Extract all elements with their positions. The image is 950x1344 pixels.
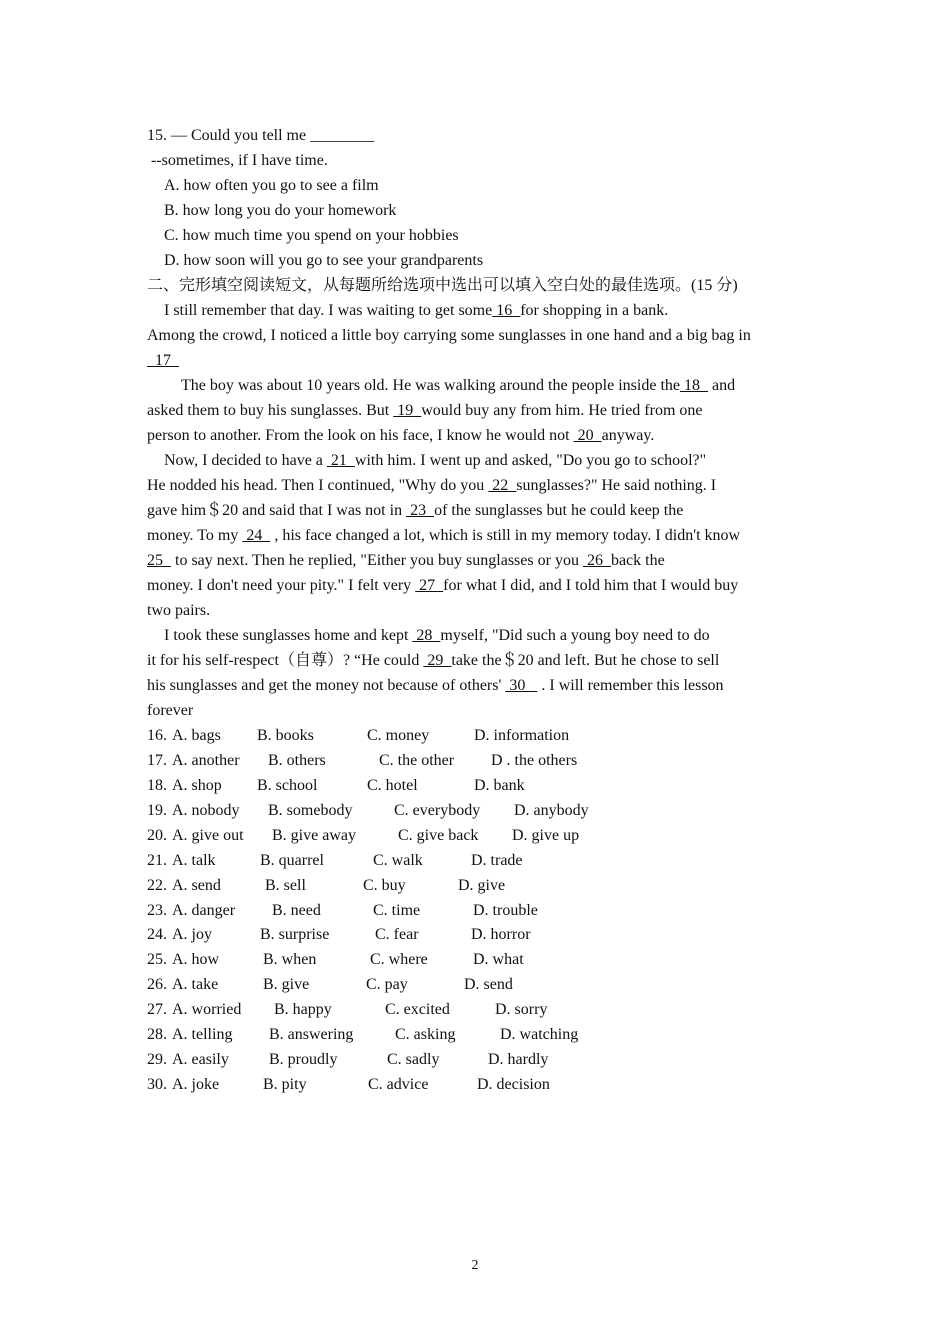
choice-option-a: A. bags <box>172 727 221 744</box>
choice-option-a: A. joy <box>172 926 212 944</box>
section-heading: 二、完形填空阅读短文，从每题所给选项中选出可以填入空白处的最佳选项。(15 分) <box>147 277 738 294</box>
choice-option-a: A. send <box>172 876 221 894</box>
choice-option-b: B. answering <box>269 1026 354 1044</box>
choice-number: 30. <box>147 1076 167 1094</box>
blank-30: 30 <box>505 677 538 694</box>
choice-option-c: C. asking <box>395 1026 456 1044</box>
choice-option-a: A. nobody <box>172 801 240 819</box>
choice-option-b: B. sell <box>265 876 306 894</box>
passage-line: The boy was about 10 years old. He was walking around the people inside the 18 and <box>181 377 736 394</box>
passage-line: He nodded his head. Then I continued, "Why do you 22 sunglasses?" He said nothing. I <box>147 477 717 494</box>
passage-line <box>147 351 179 371</box>
choice-option-b: B. others <box>268 751 326 769</box>
passage-line: his sunglasses and get the money not because of others' 30 . I will remember this lesson <box>147 677 724 694</box>
q15-option-a: A. how often you go to see a film <box>164 177 379 194</box>
choice-option-c: C. everybody <box>394 801 481 819</box>
passage-line: Now, I decided to have a 21 with him. I went up and asked, "Do you go to school?" <box>164 452 707 469</box>
choice-number: 19. <box>147 801 167 819</box>
passage-line: money. I don't need your pity." I felt very 27 for what I did, and I told him that I would buy <box>147 577 739 594</box>
choice-option-c: C. advice <box>368 1076 429 1094</box>
passage-line: I still remember that day. I was waiting to get some 16 for shopping in a bank. <box>164 302 669 319</box>
choice-option-a: A. worried <box>172 1001 242 1019</box>
choice-option-d: D. bank <box>474 776 525 794</box>
passage-line: asked them to buy his sunglasses. But 19 would buy any from him. He tried from one <box>147 402 703 419</box>
blank-27: 27 <box>415 577 444 594</box>
choice-option-b: B. happy <box>274 1001 332 1019</box>
choice-option-b: B. give away <box>272 826 356 844</box>
choice-option-c: C. time <box>373 901 421 919</box>
choice-option-c: C. pay <box>366 976 408 994</box>
choice-option-a: A. telling <box>172 1026 233 1044</box>
choice-number: 18. <box>147 776 167 794</box>
blank-16: 16 <box>492 302 521 319</box>
choice-option-b: B. proudly <box>269 1051 338 1069</box>
choice-option-c: C. fear <box>375 926 419 944</box>
choice-option-d: D. trade <box>471 851 523 869</box>
q15-option-d: D. how soon will you go to see your grandparents <box>164 252 484 269</box>
blank-23: 23 <box>406 502 435 519</box>
choice-option-a: A. danger <box>172 901 236 919</box>
choice-option-c: C. give back <box>398 826 479 844</box>
choice-number: 23. <box>147 901 167 919</box>
q15-option-b: B. how long you do your homework <box>164 202 397 219</box>
choice-option-b: B. school <box>257 776 318 794</box>
choice-number: 17. <box>147 751 167 769</box>
passage-line: gave him＄20 and said that I was not in 23 of the sunglasses but he could keep the <box>147 502 684 519</box>
choice-number: 21. <box>147 851 167 869</box>
choice-option-c: C. hotel <box>367 776 418 794</box>
choice-option-d: D. decision <box>477 1076 550 1094</box>
choice-number: 22. <box>147 876 167 894</box>
choice-option-b: B. give <box>263 976 310 994</box>
choice-option-d: D. give up <box>512 826 580 844</box>
blank-18: 18 <box>679 377 708 394</box>
passage-line: I took these sunglasses home and kept 28 myself, "Did such a young boy need to do <box>164 627 710 644</box>
choice-option-c: C. where <box>370 951 428 969</box>
choice-option-d: D. hardly <box>488 1051 549 1069</box>
blank-22: 22 <box>488 477 517 494</box>
q15-option-c: C. how much time you spend on your hobbies <box>164 227 459 244</box>
passage-line: person to another. From the look on his face, I know he would not 20 anyway. <box>147 427 655 444</box>
choice-number: 24. <box>147 926 167 944</box>
choice-number: 16. <box>147 727 167 744</box>
choice-option-a: A. talk <box>172 851 216 869</box>
choice-option-b: B. books <box>257 727 314 744</box>
choice-number: 20. <box>147 826 167 844</box>
choice-option-d: D. anybody <box>514 801 589 819</box>
choice-option-b: B. pity <box>263 1076 307 1094</box>
blank-28: 28 <box>412 627 441 644</box>
blank-29: 29 <box>423 652 452 669</box>
choice-number: 28. <box>147 1026 167 1044</box>
passage-line: it for his self-respect（自尊）? “He could 29 take the＄20 and left. But he chose to sell <box>147 652 720 669</box>
blank-21: 21 <box>326 452 355 469</box>
choice-number: 29. <box>147 1051 167 1069</box>
choice-option-a: A. give out <box>172 826 244 844</box>
choice-option-b: B. surprise <box>260 926 330 944</box>
choice-number: 27. <box>147 1001 167 1019</box>
choice-option-d: D. horror <box>471 926 531 944</box>
page-number: 2 <box>471 1258 479 1273</box>
blank-25: 25 <box>147 552 171 569</box>
choice-option-b: B. need <box>272 901 321 919</box>
choice-option-d: D. watching <box>500 1026 579 1044</box>
q15-response: --sometimes, if I have time. <box>147 152 328 169</box>
passage-line: money. To my 24 , his face changed a lot, which is still in my memory today. I didn't know <box>147 527 741 544</box>
choice-option-b: B. quarrel <box>260 851 324 869</box>
choice-option-d: D. give <box>458 876 506 894</box>
choice-option-d: D. sorry <box>495 1001 548 1019</box>
blank-24: 24 <box>242 527 271 544</box>
choice-option-a: A. how <box>172 951 220 969</box>
choice-option-b: B. somebody <box>268 801 353 819</box>
choice-option-a: A. joke <box>172 1076 220 1094</box>
choice-option-c: C. excited <box>385 1001 450 1019</box>
choice-number: 25. <box>147 951 167 969</box>
choice-option-d: D. trouble <box>473 901 538 919</box>
choice-option-a: A. take <box>172 976 219 994</box>
blank-20: 20 <box>573 427 602 444</box>
choice-option-c: C. walk <box>373 851 423 869</box>
choice-option-d: D. what <box>473 951 524 969</box>
choice-option-d: D . the others <box>491 751 578 769</box>
choice-option-a: A. easily <box>172 1051 229 1069</box>
choice-option-c: C. buy <box>363 876 406 894</box>
passage-line: 25 to say next. Then he replied, "Either you buy sunglasses or you 26 back the <box>147 552 665 569</box>
choice-option-d: D. send <box>464 976 513 994</box>
choice-option-b: B. when <box>263 951 317 969</box>
choice-option-a: A. another <box>172 751 240 769</box>
passage-line: forever <box>147 702 194 719</box>
passage-line: Among the crowd, I noticed a little boy carrying some sunglasses in one hand and a big bag in <box>147 327 751 344</box>
choice-number: 26. <box>147 976 167 994</box>
choice-option-d: D. information <box>474 727 570 744</box>
choice-option-c: C. the other <box>379 751 455 769</box>
blank-17: 17 <box>147 352 179 369</box>
q15-question: 15. — Could you tell me ________ <box>147 127 375 144</box>
passage-line: two pairs. <box>147 602 211 619</box>
blank-26: 26 <box>582 552 611 569</box>
choice-option-a: A. shop <box>172 776 222 794</box>
choice-option-c: C. money <box>367 727 430 744</box>
choice-option-c: C. sadly <box>387 1051 440 1069</box>
blank-19: 19 <box>393 402 422 419</box>
